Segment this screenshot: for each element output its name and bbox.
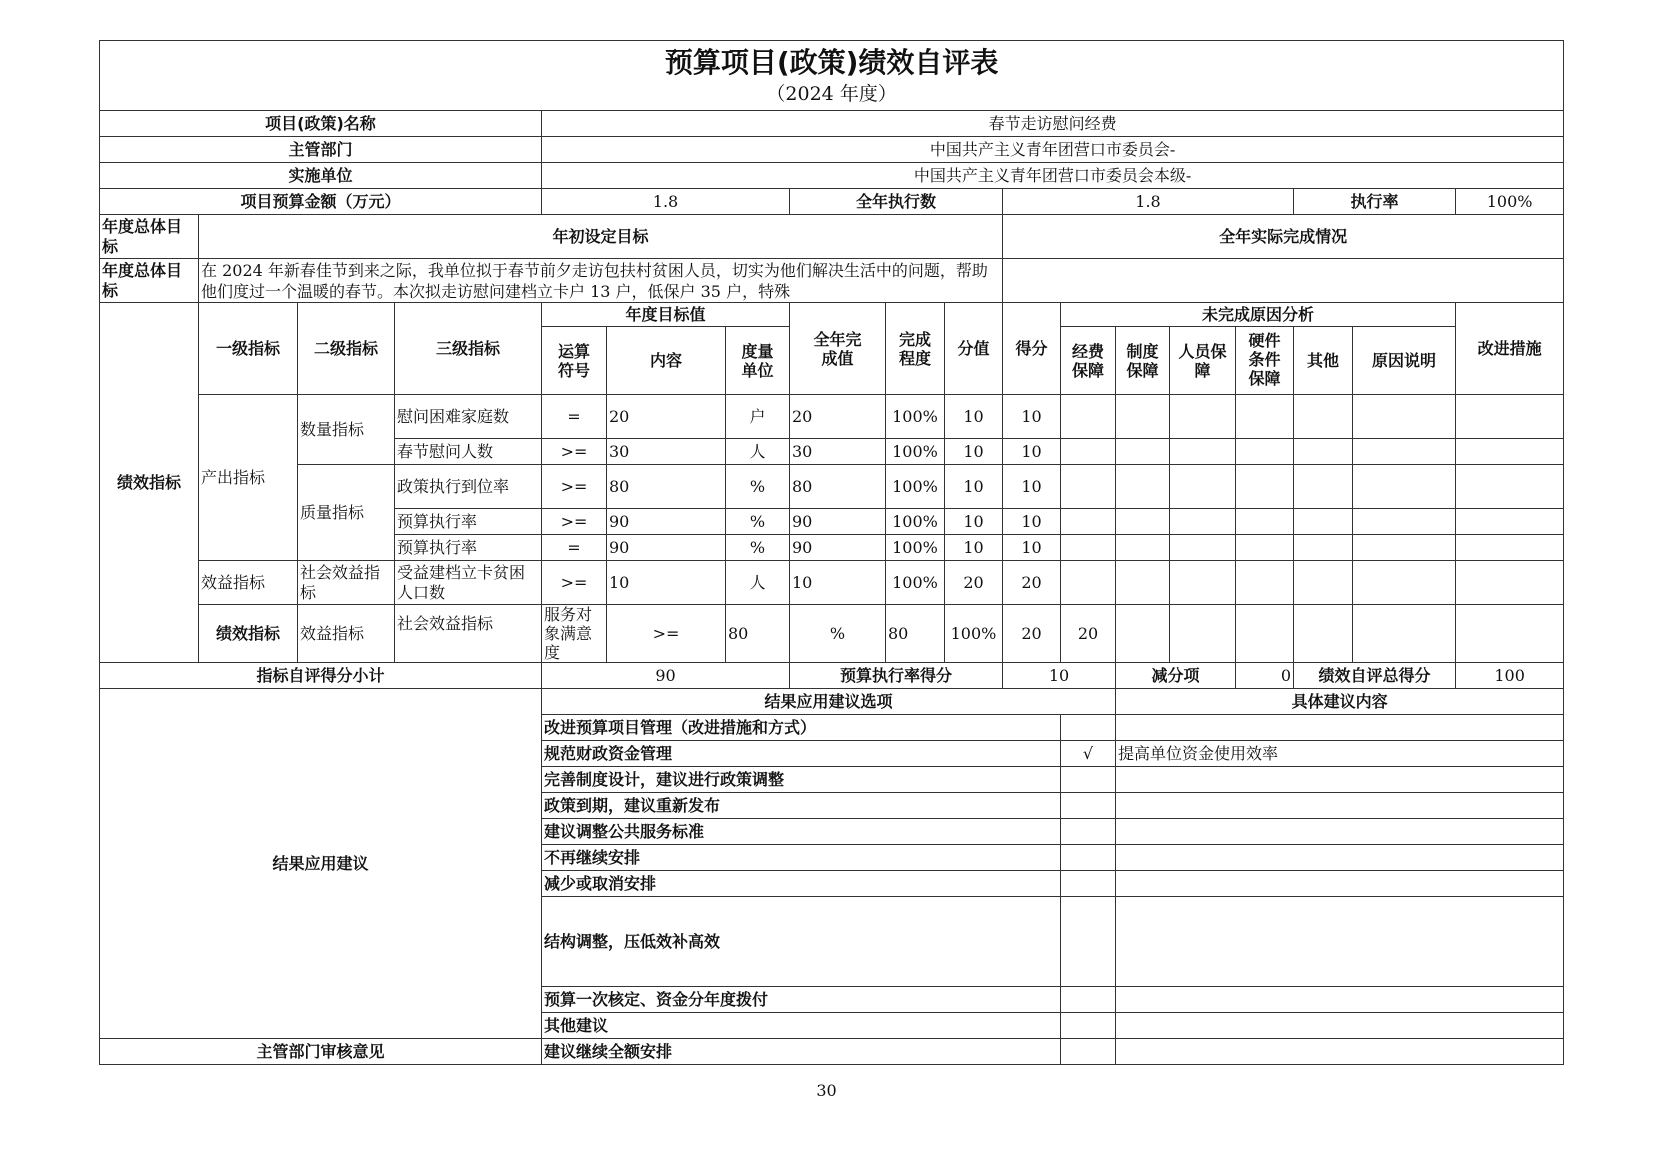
suggestion-label: 政策到期，建议重新发布: [542, 793, 1061, 819]
indicator-value: 10: [945, 535, 1003, 561]
indicator-actual: 20: [790, 395, 886, 439]
indicator-completion: 100%: [886, 509, 945, 535]
suggestion-detail: [1116, 871, 1564, 897]
indicator-content: 90: [607, 509, 726, 535]
dept-value: 中国共产主义青年团营口市委员会-: [542, 137, 1564, 163]
suggestion-detail: [1116, 767, 1564, 793]
review-label: 主管部门审核意见: [100, 1039, 542, 1065]
indicator-unit: %: [790, 605, 886, 663]
indicator-row: [100, 465, 1564, 509]
indicator-operator: =: [542, 535, 607, 561]
indicator-row: [100, 395, 1564, 439]
indicator-unit: 人: [726, 439, 790, 465]
header-personnel: 人员保障: [1170, 327, 1236, 395]
suggestion-label: 规范财政资金管理: [542, 741, 1061, 767]
header-completion: 完成程度: [886, 303, 945, 395]
suggestion-label: 改进预算项目管理（改进措施和方式）: [542, 715, 1061, 741]
header-level1: 一级指标: [199, 303, 298, 395]
indicator-score: 20: [1003, 561, 1061, 605]
indicator-completion: 100%: [886, 439, 945, 465]
indicator-actual: 80: [790, 465, 886, 509]
indicator-row: [100, 605, 1564, 663]
indicator-completion: 100%: [886, 395, 945, 439]
unit-value: 中国共产主义青年团营口市委员会本级-: [542, 163, 1564, 189]
suggestion-mark: [1061, 819, 1116, 845]
benefit-label: 效益指标: [199, 561, 298, 605]
benefit-label-2: 效益指标: [298, 605, 395, 663]
header-operator: 运算符号: [542, 327, 607, 395]
goal-actual-header: 全年实际完成情况: [1003, 215, 1564, 259]
suggestion-mark: [1061, 987, 1116, 1013]
header-hardware: 硬件条件保障: [1236, 327, 1294, 395]
suggestion-label: 建议调整公共服务标准: [542, 819, 1061, 845]
dept-label: 主管部门: [100, 137, 542, 163]
exec-value: 1.8: [1003, 189, 1294, 215]
indicator-operator: >=: [542, 561, 607, 605]
header-target-group: 年度目标值: [542, 303, 790, 327]
indicator-score: 10: [1003, 509, 1061, 535]
indicator-score: 10: [1003, 439, 1061, 465]
indicator-content: 10: [607, 561, 726, 605]
indicator-name: 政策执行到位率: [395, 465, 542, 509]
indicator-value: 20: [945, 561, 1003, 605]
suggestion-mark: [1061, 897, 1116, 987]
indicator-score: 10: [1003, 535, 1061, 561]
budget-value: 1.8: [542, 189, 790, 215]
suggestion-detail: [1116, 793, 1564, 819]
header-score: 得分: [1003, 303, 1061, 395]
indicator-content: 90: [607, 535, 726, 561]
header-level2: 二级指标: [298, 303, 395, 395]
indicator-content: 30: [607, 439, 726, 465]
indicator-name: 服务对象满意度: [542, 605, 607, 663]
header-improve: 改进措施: [1456, 303, 1564, 395]
suggestion-detail: [1116, 715, 1564, 741]
indicator-operator: >=: [607, 605, 726, 663]
indicator-value: 10: [945, 395, 1003, 439]
subtotal-label: 指标自评得分小计: [100, 663, 542, 689]
suggestion-label: 预算一次核定、资金分年度拨付: [542, 987, 1061, 1013]
indicator-content: 80: [726, 605, 790, 663]
output-label: 产出指标: [199, 395, 298, 561]
indicator-name: 预算执行率: [395, 535, 542, 561]
goal-actual-text: [1003, 259, 1564, 303]
header-reason-desc: 原因说明: [1353, 327, 1456, 395]
suggestion-detail: [1116, 1013, 1564, 1039]
indicator-name: 预算执行率: [395, 509, 542, 535]
indicators-section-label-2: 绩效指标: [199, 605, 298, 663]
suggestion-detail: [1116, 819, 1564, 845]
suggestions-options-header: 结果应用建议选项: [542, 689, 1116, 715]
indicator-content: 20: [607, 395, 726, 439]
suggestion-label: 完善制度设计，建议进行政策调整: [542, 767, 1061, 793]
evaluation-form: [99, 40, 1563, 1065]
indicator-operator: >=: [542, 439, 607, 465]
social-label-2: 社会效益指标: [395, 605, 542, 663]
unit-label: 实施单位: [100, 163, 542, 189]
suggestions-section-label: 结果应用建议: [100, 689, 542, 1039]
suggestion-mark: [1061, 1013, 1116, 1039]
project-name-label: 项目(政策)名称: [100, 111, 542, 137]
suggestion-mark: √: [1061, 741, 1116, 767]
form-table: [99, 40, 1564, 1065]
indicator-unit: %: [726, 509, 790, 535]
suggestion-mark: [1061, 845, 1116, 871]
indicator-value: 20: [1003, 605, 1061, 663]
indicator-completion: 100%: [886, 535, 945, 561]
total-value: 100: [1456, 663, 1564, 689]
header-other: 其他: [1294, 327, 1353, 395]
indicator-name: 受益建档立卡贫困人口数: [395, 561, 542, 605]
indicator-value: 10: [945, 465, 1003, 509]
indicator-value: 10: [945, 509, 1003, 535]
suggestion-label: 其他建议: [542, 1013, 1061, 1039]
indicator-name: 慰问困难家庭数: [395, 395, 542, 439]
quantity-label: 数量指标: [298, 395, 395, 465]
indicator-name: 春节慰问人数: [395, 439, 542, 465]
suggestion-mark: [1061, 715, 1116, 741]
rate-value: 100%: [1456, 189, 1564, 215]
project-name-value: 春节走访慰问经费: [542, 111, 1564, 137]
indicator-operator: =: [542, 395, 607, 439]
suggestions-content-header: 具体建议内容: [1116, 689, 1564, 715]
rate-label: 执行率: [1294, 189, 1456, 215]
page-subtitle: （2024 年度）: [766, 82, 897, 105]
indicator-score: 10: [1003, 395, 1061, 439]
page-number: 30: [816, 1081, 837, 1100]
indicator-actual: 80: [886, 605, 945, 663]
suggestion-label: 减少或取消安排: [542, 871, 1061, 897]
goal-set-text: 在 2024 年新春佳节到来之际，我单位拟于春节前夕走访包扶村贫困人员，切实为他们解决生活中的问题，帮助他们度过一个温暖的春节。本次拟走访慰问建档立卡户 13 户，低保户 35 户，特殊: [199, 259, 1003, 303]
indicator-actual: 90: [790, 509, 886, 535]
header-actual: 全年完成值: [790, 303, 886, 395]
total-label: 绩效自评总得分: [1294, 663, 1456, 689]
indicator-unit: %: [726, 535, 790, 561]
suggestion-detail: [1116, 987, 1564, 1013]
budget-score-label: 预算执行率得分: [790, 663, 1003, 689]
goal-header-label: 年度总体目标: [100, 215, 199, 259]
indicator-unit: 户: [726, 395, 790, 439]
header-unit: 度量单位: [726, 327, 790, 395]
goal-set-header: 年初设定目标: [199, 215, 1003, 259]
header-funding: 经费保障: [1061, 327, 1116, 395]
suggestion-detail: 提高单位资金使用效率: [1116, 741, 1564, 767]
suggestion-label: 结构调整，压低效补高效: [542, 897, 1061, 987]
suggestion-detail: [1116, 845, 1564, 871]
indicator-actual: 10: [790, 561, 886, 605]
indicator-actual: 90: [790, 535, 886, 561]
indicator-actual: 30: [790, 439, 886, 465]
budget-label: 项目预算金额（万元）: [100, 189, 542, 215]
social-label: 社会效益指标: [298, 561, 395, 605]
header-score-value: 分值: [945, 303, 1003, 395]
indicator-completion: 100%: [886, 561, 945, 605]
indicator-completion: 100%: [886, 465, 945, 509]
exec-label: 全年执行数: [790, 189, 1003, 215]
indicators-section-label: 绩效指标: [100, 303, 199, 663]
header-content: 内容: [607, 327, 726, 395]
suggestion-label: 不再继续安排: [542, 845, 1061, 871]
indicator-unit: %: [726, 465, 790, 509]
suggestion-mark: [1061, 871, 1116, 897]
review-text: 建议继续全额安排: [542, 1039, 1061, 1065]
header-reason-group: 未完成原因分析: [1061, 303, 1456, 327]
budget-score-value: 10: [1003, 663, 1116, 689]
indicator-score: 20: [1061, 605, 1116, 663]
quality-label: 质量指标: [298, 465, 395, 561]
subtotal-value: 90: [542, 663, 790, 689]
suggestion-detail: [1116, 897, 1564, 987]
deduct-value: 0: [1236, 663, 1294, 689]
indicator-completion: 100%: [945, 605, 1003, 663]
indicator-value: 10: [945, 439, 1003, 465]
indicator-unit: 人: [726, 561, 790, 605]
indicator-operator: >=: [542, 465, 607, 509]
header-level3: 三级指标: [395, 303, 542, 395]
title-cell: [100, 41, 1564, 111]
deduct-label: 减分项: [1116, 663, 1236, 689]
indicator-operator: >=: [542, 509, 607, 535]
indicator-row: [100, 561, 1564, 605]
page-title: 预算项目(政策)绩效自评表: [664, 45, 999, 79]
header-system: 制度保障: [1116, 327, 1170, 395]
indicator-score: 10: [1003, 465, 1061, 509]
suggestion-mark: [1061, 767, 1116, 793]
suggestion-mark: [1061, 793, 1116, 819]
indicator-content: 80: [607, 465, 726, 509]
goal-row-label: 年度总体目标: [100, 259, 199, 303]
